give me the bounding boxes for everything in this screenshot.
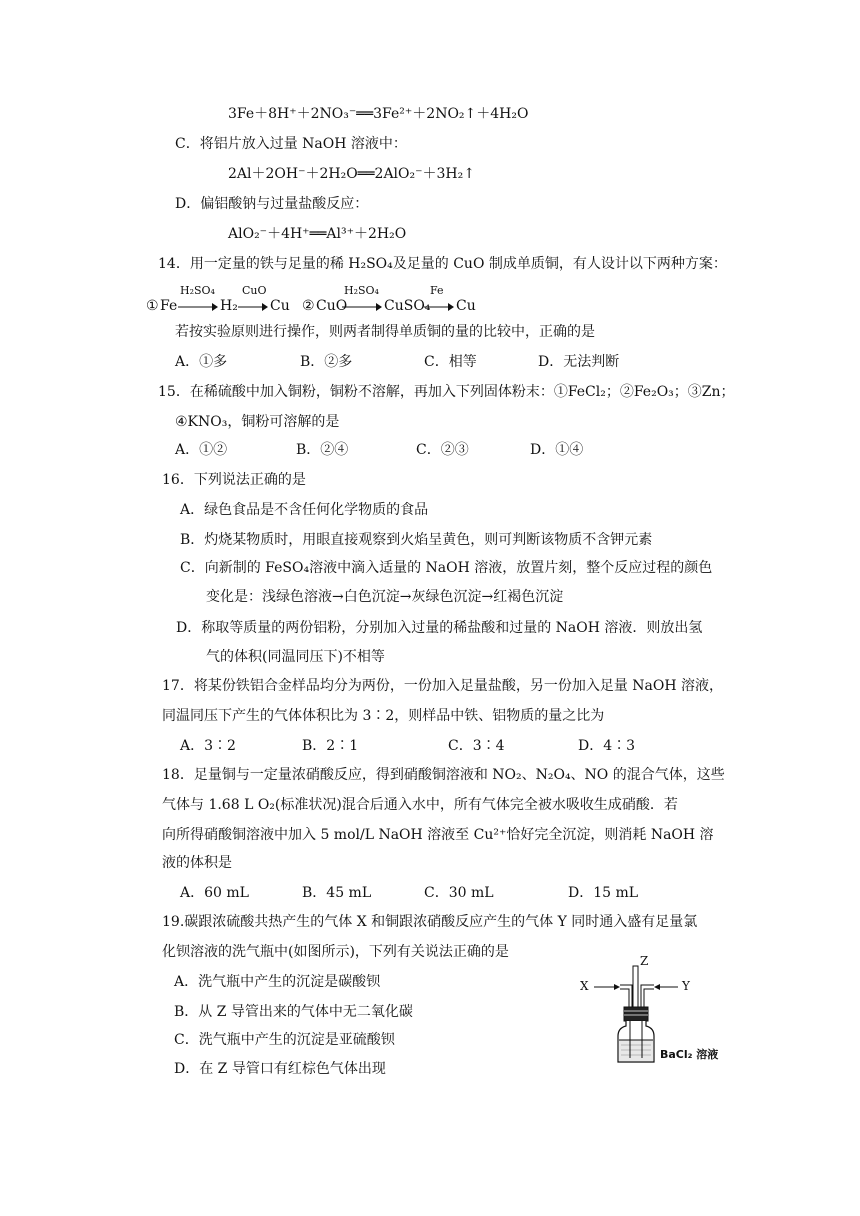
q16-option-c-line1: C．向新制的 FeSO₄溶液中滴入适量的 NaOH 溶液，放置片刻，整个反应过程的颜色	[180, 560, 713, 576]
q13-option-d: D．偏铝酸钠与过量盐酸反应：	[175, 196, 369, 212]
figure-label-z: Z	[640, 954, 649, 968]
figure-label-x: X	[580, 979, 589, 993]
q13-d-equation: AlO₂⁻＋4H⁺══Al³⁺＋2H₂O	[228, 226, 407, 242]
q14-option-c: C．相等	[424, 354, 477, 370]
scheme2-middle: CuSO₄	[384, 298, 431, 314]
q18-option-a: A．60 mL	[180, 885, 249, 901]
q18-option-c: C．30 mL	[424, 885, 494, 901]
scheme2-reagent2: Fe	[430, 284, 444, 297]
scheme1-start: Fe	[160, 298, 178, 314]
q15-stem-line2: ④KNO₃，铜粉可溶解的是	[175, 414, 340, 430]
q14-schemes	[146, 286, 486, 320]
q17-option-d: D．4∶3	[578, 738, 636, 754]
q18-stem-line2: 气体与 1.68 L O₂(标准状况)混合后通入水中，所有气体完全被水吸收生成硝酸．若	[162, 797, 678, 813]
scheme1-reagent2: CuO	[242, 284, 267, 297]
scheme2-start: CuO	[316, 298, 348, 314]
q14-option-a: A．①多	[175, 354, 228, 370]
scheme1-reagent1: H₂SO₄	[180, 284, 215, 297]
q17-stem-line1: 17．将某份铁铝合金样品均分为两份，一份加入足量盐酸，另一份加入足量 NaOH 溶液，	[162, 678, 723, 694]
arrow-icon	[342, 302, 382, 312]
scheme2-end: Cu	[456, 298, 476, 314]
q17-option-a: A．3∶2	[180, 738, 236, 754]
q14-question: 若按实验原则进行操作，则两者制得单质铜的量的比较中，正确的是	[175, 324, 595, 340]
q14-option-d: D．无法判断	[538, 354, 620, 370]
q19-option-d: D．在 Z 导管口有红棕色气体出现	[174, 1061, 386, 1077]
q15-option-a: A．①②	[175, 442, 228, 458]
figure-label-y: Y	[682, 979, 690, 993]
q18-stem-line1: 18．足量铜与一定量浓硝酸反应，得到硝酸铜溶液和 NO₂、N₂O₄、NO 的混合气体，这些	[162, 767, 725, 783]
q16-option-b: B．灼烧某物质时，用眼直接观察到火焰呈黄色，则可判断该物质不含钾元素	[180, 532, 653, 548]
q14-stem: 14．用一定量的铁与足量的稀 H₂SO₄及足量的 CuO 制成单质铜，有人设计以下两种方案：	[158, 256, 727, 272]
q18-stem-line4: 液的体积是	[162, 855, 232, 871]
q17-option-b: B．2∶1	[302, 738, 359, 754]
q16-option-c-line2: 变化是：浅绿色溶液→白色沉淀→灰绿色沉淀→红褐色沉淀	[206, 589, 564, 605]
arrow-icon	[178, 302, 218, 312]
q15-option-c: C．②③	[416, 442, 469, 458]
q19-stem-line1: 19.碳跟浓硫酸共热产生的气体 X 和铜跟浓硝酸反应产生的气体 Y 同时通入盛有足量氯	[162, 914, 698, 930]
scheme2-number: ②	[302, 298, 315, 314]
q16-option-d-line2: 气的体积(同温同压下)不相等	[206, 649, 385, 665]
q17-stem-line2: 同温同压下产生的气体体积比为 3∶2，则样品中铁、铝物质的量之比为	[162, 708, 605, 724]
arrow-icon	[424, 302, 454, 312]
q13-c-equation: 2Al＋2OH⁻＋2H₂O══2AlO₂⁻＋3H₂↑	[228, 166, 475, 182]
scheme1-middle: H₂	[220, 298, 238, 314]
gas-washing-bottle-figure	[580, 954, 730, 1066]
q14-option-b: B．②多	[300, 354, 353, 370]
q13-b-equation: 3Fe＋8H⁺＋2NO₃⁻══3Fe²⁺＋2NO₂↑＋4H₂O	[228, 106, 529, 122]
q18-option-d: D．15 mL	[568, 885, 639, 901]
q13-option-c: C．将铝片放入过量 NaOH 溶液中：	[175, 136, 407, 152]
q15-option-d: D．①④	[530, 442, 584, 458]
q16-option-d-line1: D．称取等质量的两份铝粉，分别加入过量的稀盐酸和过量的 NaOH 溶液．则放出氢	[176, 620, 703, 636]
q19-stem-line2: 化钡溶液的洗气瓶中(如图所示)，下列有关说法正确的是	[162, 944, 509, 960]
q19-option-b: B．从 Z 导管出来的气体中无二氧化碳	[174, 1004, 413, 1020]
q18-option-b: B．45 mL	[302, 885, 372, 901]
scheme1-end: Cu	[270, 298, 290, 314]
q16-option-a: A．绿色食品是不含任何化学物质的食品	[180, 502, 429, 518]
q17-option-c: C．3∶4	[448, 738, 505, 754]
scheme2-reagent1: H₂SO₄	[344, 284, 379, 297]
q19-option-c: C．洗气瓶中产生的沉淀是亚硫酸钡	[174, 1032, 395, 1048]
q18-stem-line3: 向所得硝酸铜溶液中加入 5 mol/L NaOH 溶液至 Cu²⁺恰好完全沉淀，则消耗 NaOH 溶	[162, 827, 714, 843]
q19-option-a: A．洗气瓶中产生的沉淀是碳酸钡	[174, 974, 381, 990]
q16-stem: 16．下列说法正确的是	[162, 472, 306, 488]
arrow-icon	[238, 302, 268, 312]
q15-stem-line1: 15．在稀硫酸中加入铜粉，铜粉不溶解，再加入下列固体粉末：①FeCl₂；②Fe₂O₃；③Zn；	[158, 384, 735, 400]
q15-option-b: B．②④	[296, 442, 349, 458]
scheme1-number: ①	[146, 298, 159, 314]
figure-solution-label: BaCl₂ 溶液	[660, 1048, 719, 1061]
